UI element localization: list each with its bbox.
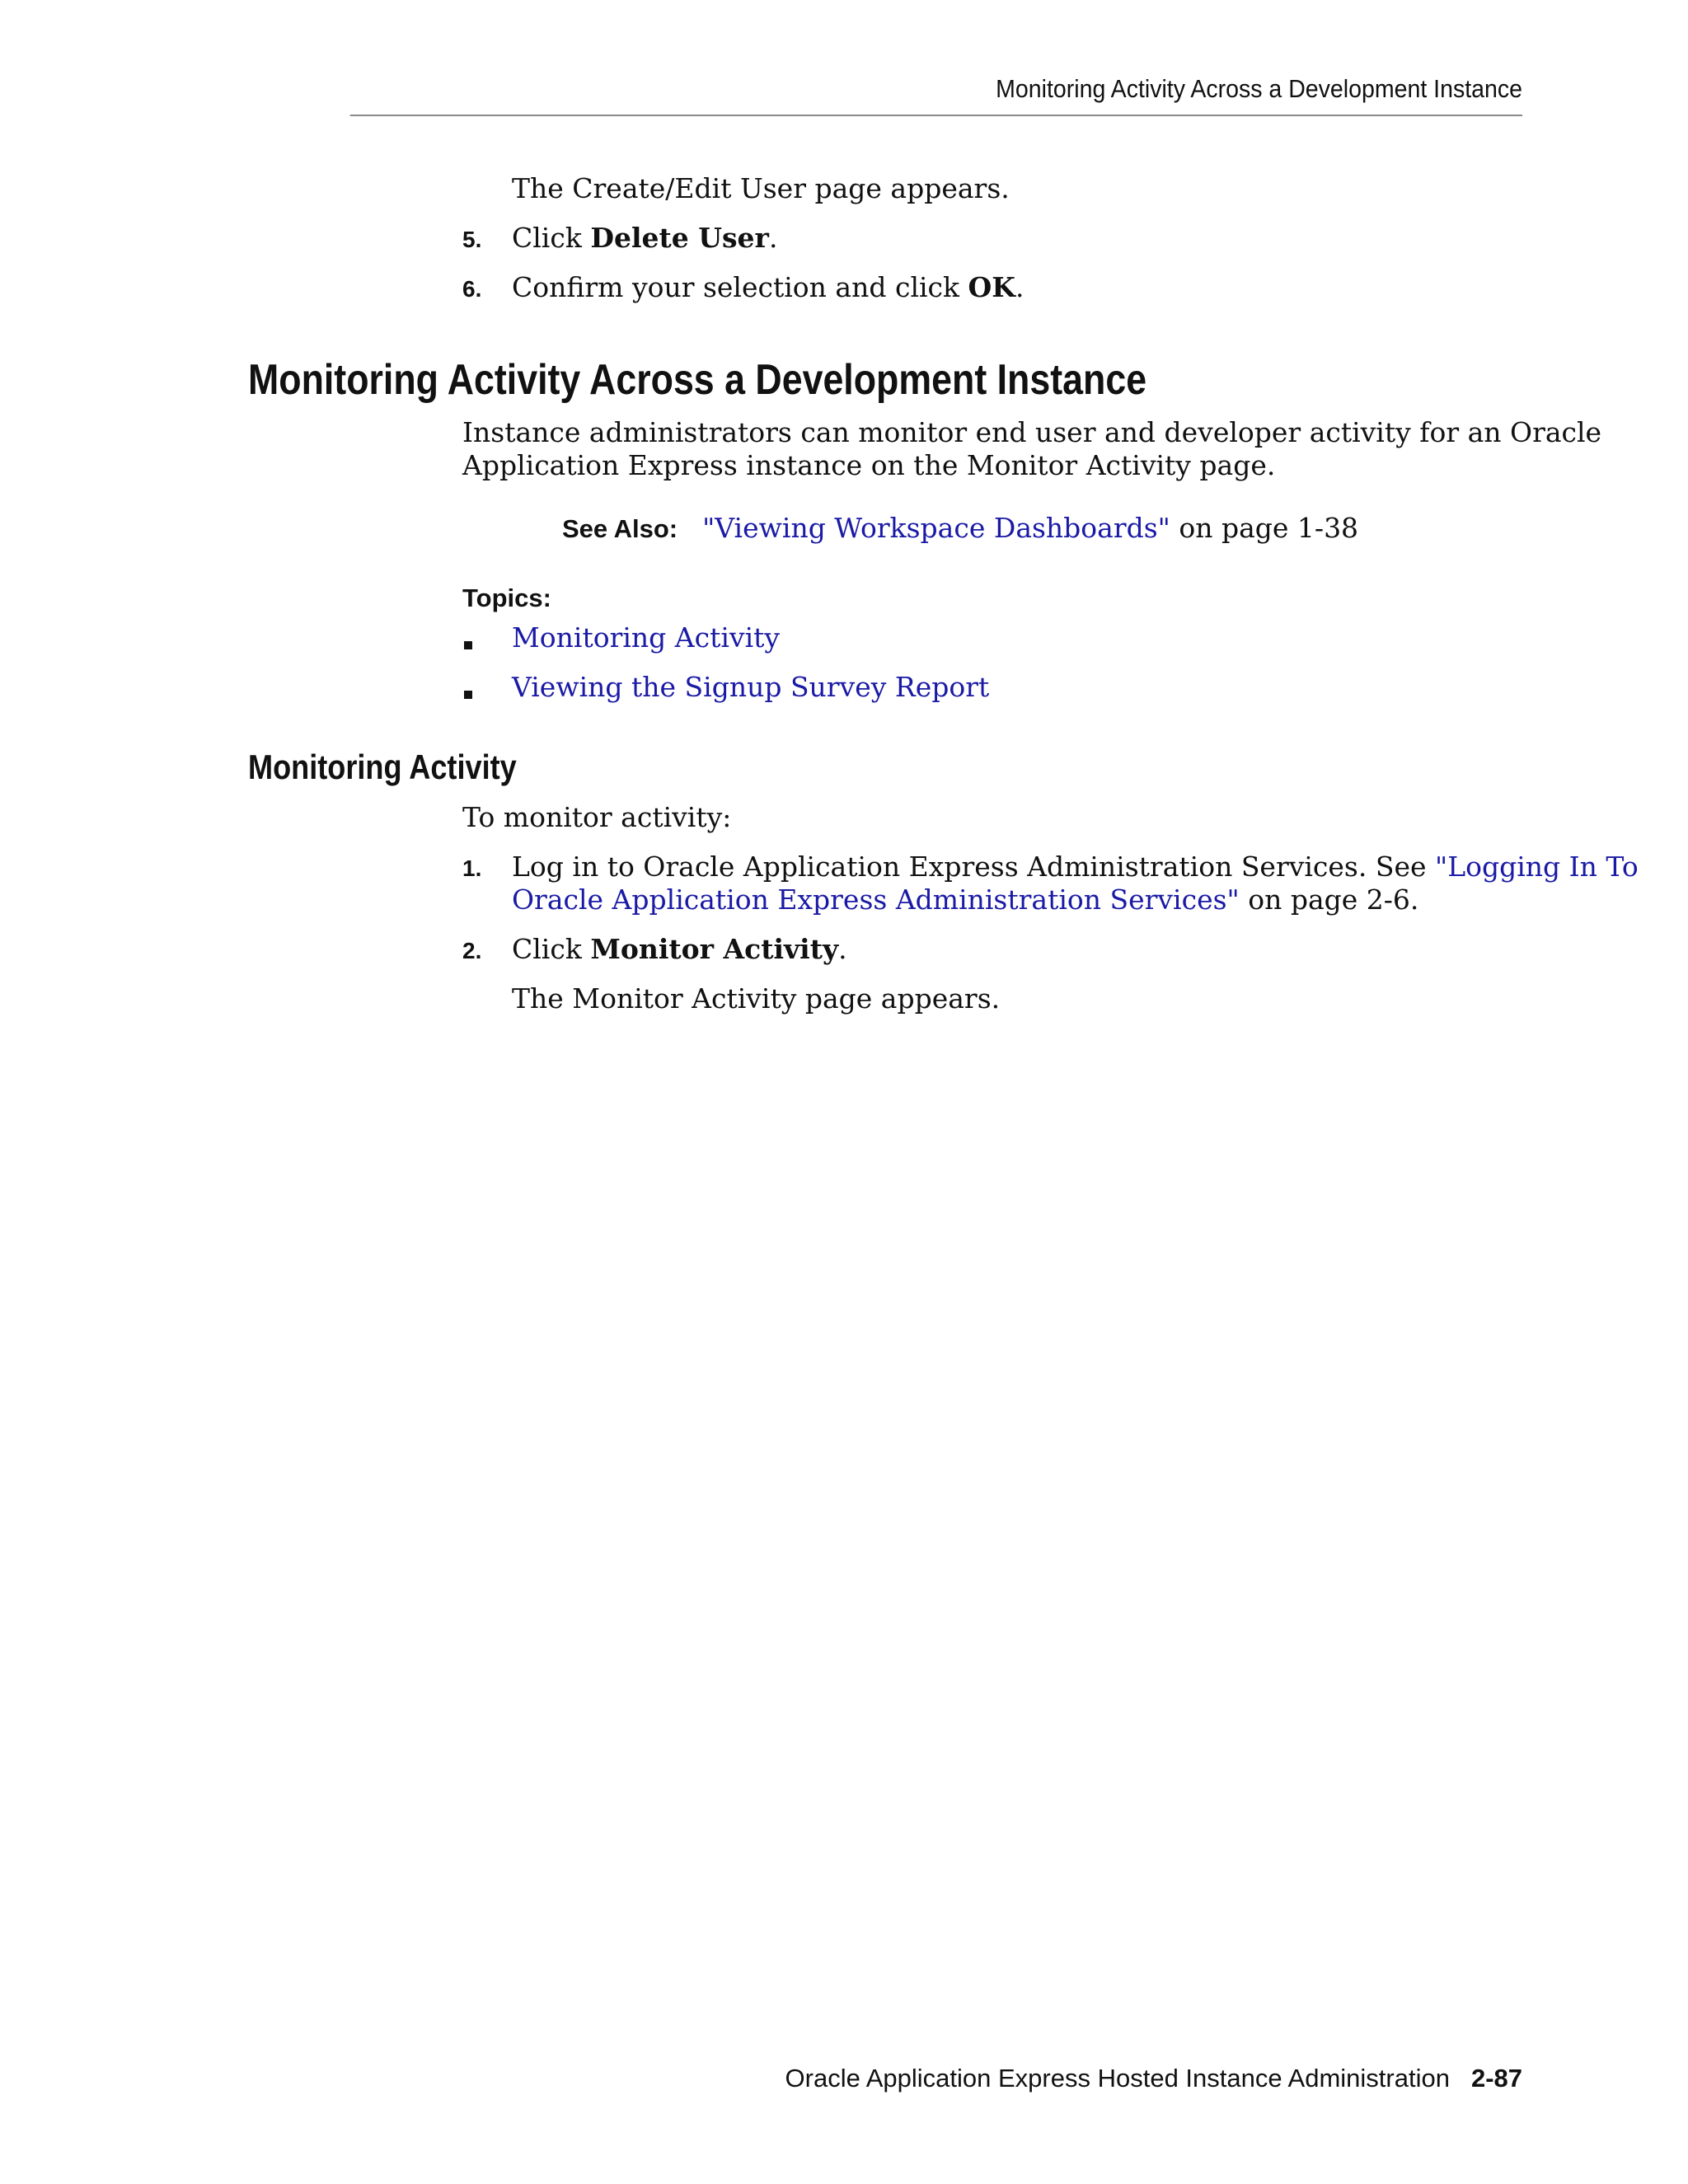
logging-in-link-part-2[interactable]: Oracle Application Express Administration Services": [512, 883, 1240, 916]
step-5-text: Click Delete User.: [512, 222, 778, 254]
footer-page-number: 2-87: [1470, 2064, 1522, 2093]
step-6-number: 6.: [462, 276, 482, 302]
step-1-number: 1.: [462, 855, 482, 881]
topic-link-monitoring-activity[interactable]: Monitoring Activity: [512, 621, 781, 654]
step-5-number: 5.: [462, 227, 482, 252]
bullet-marker: [464, 691, 472, 699]
section-heading-monitoring-activity: Monitoring Activity: [248, 748, 517, 786]
to-monitor-activity-text: To monitor activity:: [462, 801, 732, 833]
bullet-marker: [464, 641, 472, 649]
viewing-workspace-dashboards-link[interactable]: "Viewing Workspace Dashboards": [702, 512, 1170, 544]
delete-user-term: Delete User: [590, 222, 769, 254]
step-1-line-1: Log in to Oracle Application Express Administration Services. See "Logging In To: [512, 851, 1639, 883]
create-edit-user-appears-text: The Create/Edit User page appears.: [512, 172, 1010, 204]
running-header: [350, 73, 1522, 116]
topics-label: Topics:: [462, 583, 551, 612]
step-2-number: 2.: [462, 938, 482, 963]
ok-term: OK: [968, 271, 1015, 303]
step-6-text: Confirm your selection and click OK.: [512, 271, 1025, 303]
topic-link-signup-survey-report[interactable]: Viewing the Signup Survey Report: [512, 671, 990, 703]
monitor-activity-term: Monitor Activity: [590, 933, 839, 965]
section-heading-monitoring-activity-across-instance: Monitoring Activity Across a Development Instance: [248, 356, 1147, 404]
page-footer: [785, 2062, 1522, 2095]
step-2-text: Click Monitor Activity.: [512, 933, 847, 965]
footer-book-title: Oracle Application Express Hosted Instance Administration: [785, 2064, 1450, 2093]
running-header-title: Monitoring Activity Across a Development Instance: [996, 74, 1522, 103]
section1-paragraph-line-2: Application Express instance on the Monitor Activity page.: [462, 449, 1276, 481]
see-also-note: See Also: "Viewing Workspace Dashboards" on page 1-38: [562, 512, 1359, 544]
section1-paragraph-line-1: Instance administrators can monitor end user and developer activity for an Oracle: [462, 416, 1602, 448]
logging-in-link-part-1[interactable]: "Logging In To: [1435, 851, 1639, 883]
step-1-line-2: Oracle Application Express Administration Services" on page 2-6.: [512, 883, 1419, 916]
monitor-activity-appears-text: The Monitor Activity page appears.: [512, 982, 1001, 1015]
see-also-label: See Also:: [562, 514, 678, 543]
